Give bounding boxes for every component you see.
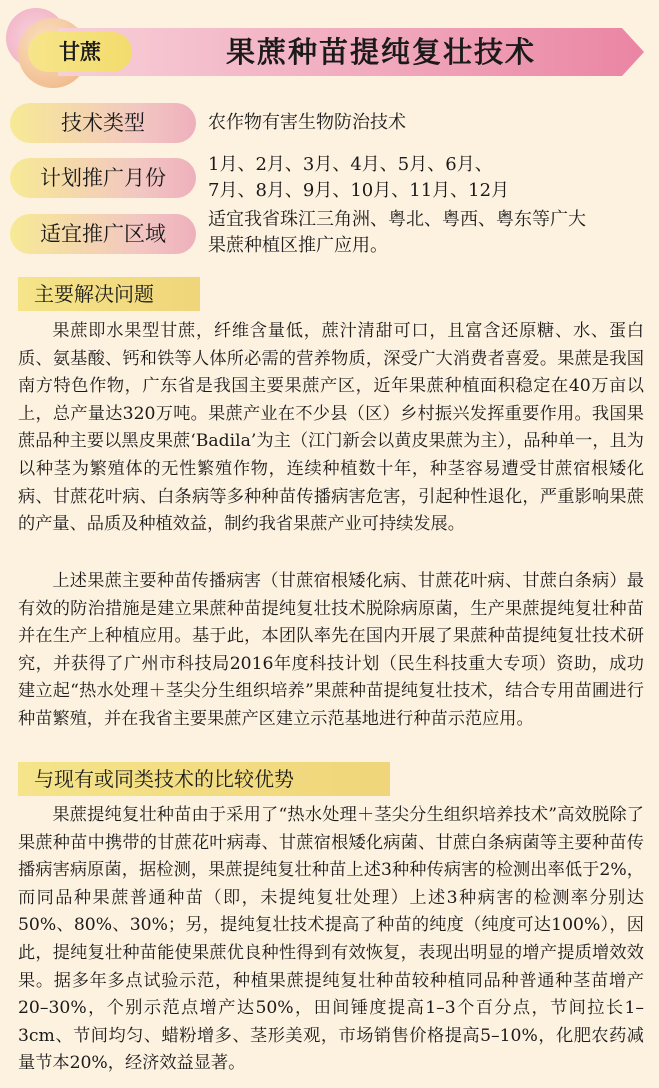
tech-type-label: 技术类型 (10, 103, 196, 143)
tech-type-row (10, 103, 650, 143)
months-line-1: 1月、2月、3月、4月、5月、6月、 (208, 154, 493, 175)
region-value (208, 207, 650, 259)
problem-paragraph-2: 上述果蔗主要种苗传播病害（甘蔗宿根矮化病、甘蔗花叶病、甘蔗白条病）最有效的防治措施是建立果蔗种苗提纯复壮技术脱除病原菌，生产果蔗提纯复壮种苗并在生产上种植应用。基于此，本团队率先在国内开展了果蔗种苗提纯复壮技术研究，并获得了广州市科技局2016年度科技计划（民生科技重大专项）资助，成功建立起“热水处理＋茎尖分生组织培养”果蔗种苗提纯复壮技术，结合专用苗圃进行种苗繁殖，并在我省主要果蔗产区建立示范基地进行种苗示范应用。 (18, 571, 644, 729)
months-label: 计划推广月份 (10, 158, 196, 198)
section-heading-advantage: 与现有或同类技术的比较优势 (18, 762, 390, 796)
region-label: 适宜推广区域 (10, 214, 196, 254)
problem-paragraph-1: 果蔗即水果型甘蔗，纤维含量低，蔗汁清甜可口，且富含还原糖、水、蛋白质、氨基酸、钙和铁等人体所必需的营养物质，深受广大消费者喜爱。果蔗是我国南方特色作物，广东省是我国主要果蔗产区，近年果蔗种植面积稳定在40万亩以上，总产量达320万吨。果蔗产业在不少县（区）乡村振兴发挥重要作用。我国果蔗品种主要以黑皮果蔗‘Badila’为主（江门新会以黄皮果蔗为主），品种单一，且为以种茎为繁殖体的无性繁殖作物，连续种植数十年，种茎容易遭受甘蔗宿根矮化病、甘蔗花叶病、白条病等多种种苗传播病害危害，引起种性退化，严重影响果蔗的产量、品质及种植效益，制约我省果蔗产业可持续发展。 (18, 321, 644, 535)
tech-type-value: 农作物有害生物防治技术 (208, 112, 406, 133)
advantage-paragraph-1: 果蔗提纯复壮种苗由于采用了“热水处理＋茎尖分生组织培养技术”高效脱除了果蔗种苗中携带的甘蔗花叶病毒、甘蔗宿根矮化病菌、甘蔗白条病菌等主要种苗传播病害病原菌，据检测，果蔗提纯复壮种苗上述3种种传病害的检测出率低于2%，而同品种果蔗普通种苗（即，未提纯复壮处理）上述3种病害的检测率分别达50%、80%、30%；另，提纯复壮技术提高了种苗的纯度（纯度可达100%），因此，提纯复壮种苗能使果蔗优良种性得到有效恢复，表现出明显的增产提质增效效果。据多年多点试验示范，种植果蔗提纯复壮种苗较种植同品种普通种茎苗增产20–30%，个别示范点增产达50%，田间锤度提高1–3个百分点，节间拉长1–3cm、节间均匀、蜡粉增多、茎形美观，市场销售价格提高5–10%，化肥农药减量节本20%，经济效益显著。 (18, 805, 644, 1074)
region-row (10, 207, 650, 259)
months-line-2: 7月、8月、9月、10月、11月、12月 (208, 180, 510, 201)
section-heading-problem: 主要解决问题 (18, 277, 200, 311)
region-line-1: 适宜我省珠江三角洲、粤北、粤西、粤东等广大 (208, 209, 586, 230)
title-banner (18, 22, 644, 82)
region-line-2: 果蔗种植区推广应用。 (208, 235, 388, 256)
page-title: 果蔗种苗提纯复壮技术 (225, 35, 536, 69)
months-value (208, 152, 650, 204)
months-row (10, 152, 650, 204)
category-badge: 甘蔗 (28, 32, 132, 72)
